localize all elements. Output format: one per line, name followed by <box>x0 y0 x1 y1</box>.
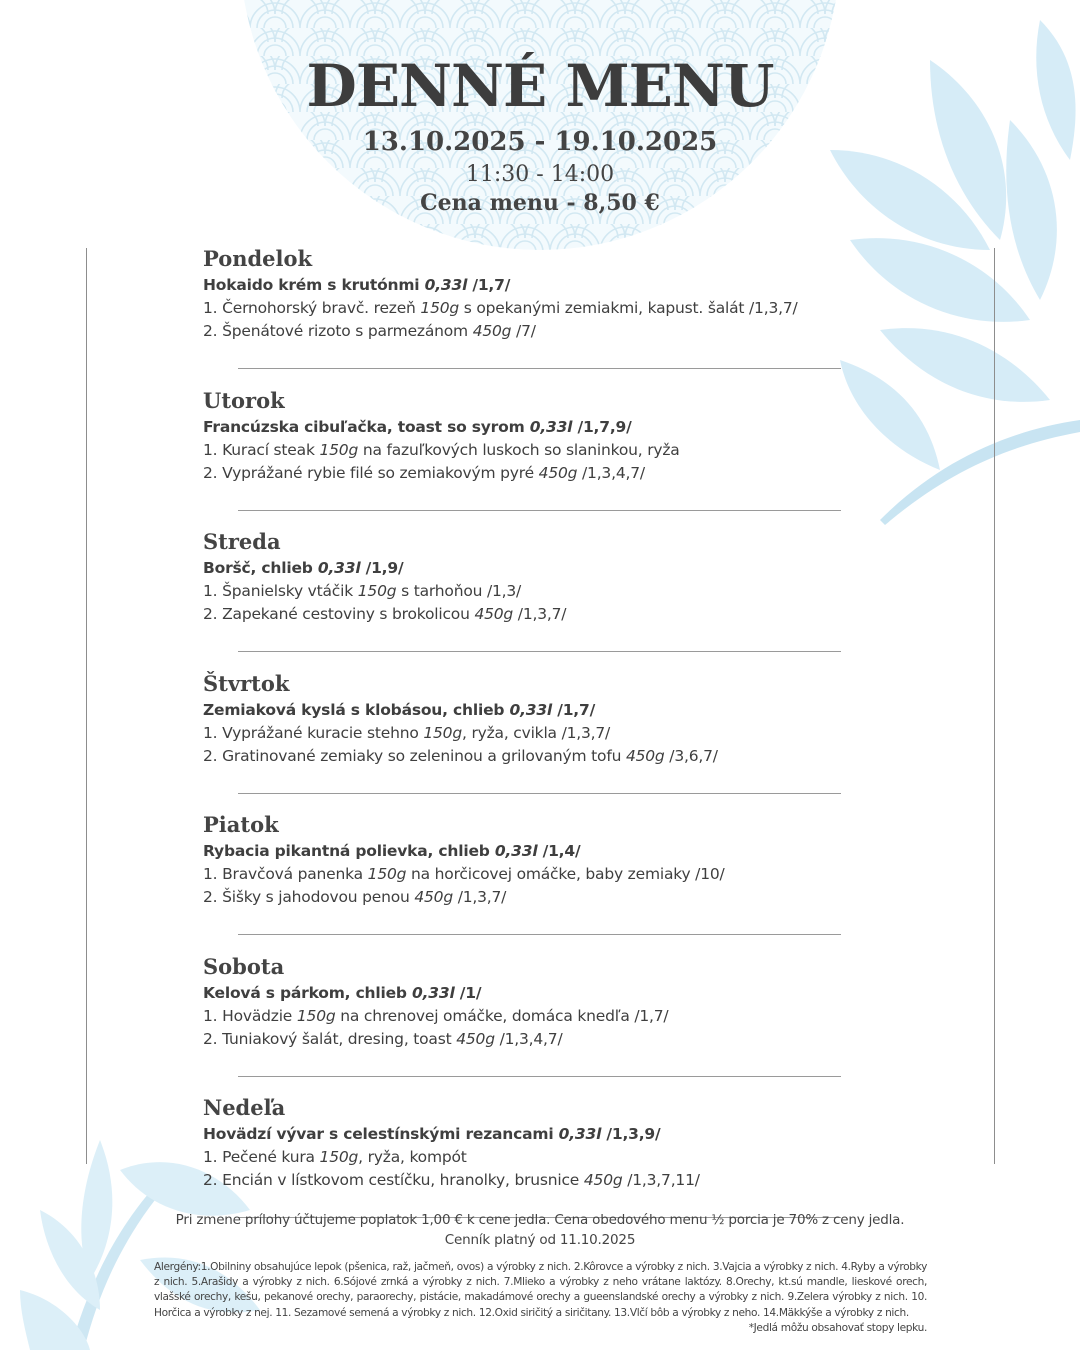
soup-allergens: /1,7,9/ <box>577 417 632 436</box>
dish-detail: s tarhoňou /1,3/ <box>401 582 522 600</box>
day-block <box>203 386 903 524</box>
day-block <box>203 527 903 665</box>
price-list-validity: Cenník platný od 11.10.2025 <box>444 1232 636 1248</box>
day-name: Utorok <box>203 387 285 413</box>
soup-allergens: /1,3,9/ <box>606 1125 661 1143</box>
dish-name: 2. Špenátové rizoto s parmezánom <box>203 322 468 340</box>
dish-detail: /1,3,7/ <box>517 605 567 623</box>
dish-line <box>203 580 903 603</box>
dish-line <box>203 603 903 626</box>
dish-detail: , ryža, cvikla /1,3,7/ <box>461 723 611 742</box>
soup-allergens: /1,7/ <box>557 700 596 719</box>
dish-weight: 150g <box>296 1006 336 1025</box>
dish-weight: 450g <box>472 322 512 340</box>
day-name: Pondelok <box>203 246 313 271</box>
dish-detail: na horčicovej omáčke, baby zemiaky /10/ <box>411 865 725 883</box>
dish-line <box>203 297 903 320</box>
soup-line <box>203 274 903 297</box>
dish-name: 2. Tuniakový šalát, dresing, toast <box>203 1029 452 1048</box>
dish-name: 1. Černohorský bravč. rezeň <box>203 299 416 317</box>
soup-volume: 0,33l <box>509 700 553 719</box>
dish-detail: /7/ <box>516 322 536 340</box>
right-border-line <box>994 248 995 1164</box>
soup-volume: 0,33l <box>424 276 468 294</box>
soup-volume: 0,33l <box>412 983 455 1002</box>
dish-detail: /1,3,7,11/ <box>627 1171 700 1189</box>
page-title: DENNÉ MENU <box>306 52 774 120</box>
soup-name: Francúzska cibuľačka, toast so syrom <box>203 417 525 436</box>
day-separator <box>238 934 841 935</box>
dish-name: 1. Kurací steak <box>203 440 315 459</box>
dish-weight: 450g <box>456 1029 495 1048</box>
dish-name: 2. Šišky s jahodovou penou <box>203 888 410 906</box>
day-name: Sobota <box>203 953 285 979</box>
day-block <box>203 810 903 948</box>
dish-weight: 450g <box>538 463 578 482</box>
day-separator <box>238 1076 841 1077</box>
dish-name: 2. Encián v lístkovom cestíčku, hranolky, brusnice <box>203 1171 580 1189</box>
soup-allergens: /1/ <box>459 983 482 1002</box>
soup-line <box>203 557 903 580</box>
dish-line <box>203 722 903 745</box>
serving-hours: 11:30 - 14:00 <box>465 162 615 187</box>
day-separator <box>238 651 841 652</box>
dish-weight: 450g <box>583 1171 623 1189</box>
dish-name: 2. Vyprážané rybie filé so zemiakovým pyré <box>203 463 534 482</box>
dish-name: 1. Bravčová panenka <box>203 865 363 883</box>
dish-line <box>203 439 903 462</box>
soup-line <box>203 416 903 439</box>
dish-line <box>203 886 903 909</box>
dish-line <box>203 1028 903 1051</box>
dish-name: 2. Zapekané cestoviny s brokolicou <box>203 605 470 623</box>
dish-detail: s opekanými zemiakmi, kapust. šalát /1,3,7/ <box>463 299 798 317</box>
dish-weight: 450g <box>414 888 453 906</box>
side-dish-fee-note: Pri zmene prílohy účtujeme poplatok 1,00 € k cene jedla. Cena obedového menu ½ porcia je 70% z ceny jedla. <box>175 1212 905 1228</box>
dish-detail: /1,3,4,7/ <box>582 463 645 482</box>
allergen-list: Alergény:1.Obilniny obsahujúce lepok (pšenica, raž, jačmeň, ovos) a výrobky z nich. 2.Kôrovce a výrobky z nich. 3.Vajcia a výrobky z nich. 4.Ryby a výrobky z nich. 5.Arašidy a výrobky z nich. 6.Sójové zrnká a výrobky z nich. 7.Mlieko a výrobky z neho vrátane laktózy. 8.Orechy, kt.sú mandle, lieskové orech, vlašské orechy, kešu, pekanové orechy, paraorechy, pistácie, makadámové orechy a gueenslandské orechy a výrobky z nich. 9.Zelera výrobky z nich. 10. Horčica a výrobky z nej. 11. Sezamové semená a výrobky z nich. 12.Oxid siričitý a siričitany. 13.Vlčí bôb a výrobky z neho. 14.Mäkkýše a výrobky z nich. <box>154 1261 927 1319</box>
day-block <box>203 244 903 382</box>
dish-line <box>203 745 903 768</box>
dish-name: 2. Gratinované zemiaky so zeleninou a grilovaným tofu <box>203 746 622 765</box>
dish-weight: 150g <box>319 1148 359 1166</box>
day-name: Streda <box>203 529 281 554</box>
soup-line <box>203 1123 903 1146</box>
menu-price: Cena menu - 8,50 € <box>420 190 660 216</box>
dish-name: 1. Hovädzie <box>203 1006 293 1025</box>
weekly-menu <box>203 240 903 1231</box>
dish-detail: , ryža, kompót <box>358 1148 467 1166</box>
day-name: Piatok <box>203 812 279 837</box>
dish-line <box>203 1005 903 1028</box>
day-separator <box>238 510 841 511</box>
soup-name: Kelová s párkom, chlieb <box>203 983 407 1002</box>
dish-line <box>203 863 903 886</box>
soup-name: Zemiaková kyslá s klobásou, chlieb <box>203 700 505 719</box>
soup-line <box>203 840 903 863</box>
dish-weight: 150g <box>423 723 462 742</box>
soup-name: Boršč, chlieb <box>203 559 313 577</box>
dish-line <box>203 462 903 485</box>
dish-name: 1. Španielsky vtáčik <box>203 582 354 600</box>
soup-allergens: /1,7/ <box>472 276 511 294</box>
dish-detail: /1,3,4,7/ <box>499 1029 563 1048</box>
soup-volume: 0,33l <box>529 417 573 436</box>
dish-weight: 150g <box>367 865 407 883</box>
dish-name: 1. Vyprážané kuracie stehno <box>203 723 419 742</box>
soup-volume: 0,33l <box>317 559 361 577</box>
soup-line <box>203 982 903 1005</box>
dish-detail: /1,3,7/ <box>457 888 507 906</box>
dish-detail: na fazuľkových luskoch so slaninkou, ryža <box>362 440 680 459</box>
dish-name: 1. Pečené kura <box>203 1148 315 1166</box>
dish-weight: 150g <box>319 440 359 459</box>
soup-name: Rybacia pikantná polievka, chlieb <box>203 842 490 860</box>
soup-allergens: /1,9/ <box>365 559 404 577</box>
pricing-note <box>150 1210 930 1250</box>
dish-weight: 450g <box>474 605 514 623</box>
day-separator <box>238 793 841 794</box>
day-block <box>203 952 903 1090</box>
day-block <box>203 669 903 807</box>
soup-volume: 0,33l <box>494 842 538 860</box>
left-border-line <box>86 248 87 1164</box>
allergen-legend <box>154 1260 927 1336</box>
dish-detail: /3,6,7/ <box>669 746 718 765</box>
dish-detail: na chrenovej omáčke, domáca knedľa /1,7/ <box>340 1006 669 1025</box>
day-name: Štvrtok <box>203 670 290 696</box>
dish-weight: 450g <box>625 746 665 765</box>
day-name: Nedeľa <box>203 1095 286 1120</box>
soup-volume: 0,33l <box>558 1125 602 1143</box>
date-range: 13.10.2025 - 19.10.2025 <box>362 127 718 157</box>
dish-weight: 150g <box>420 299 460 317</box>
dish-line <box>203 1146 903 1169</box>
dish-line <box>203 1169 903 1192</box>
soup-name: Hovädzí vývar s celestínskými rezancami <box>203 1125 554 1143</box>
dish-line <box>203 320 903 343</box>
gluten-trace-note: *Jedlá môžu obsahovať stopy lepku. <box>748 1321 927 1334</box>
day-separator <box>238 368 841 369</box>
soup-allergens: /1,4/ <box>542 842 581 860</box>
soup-name: Hokaido krém s krutónmi <box>203 276 420 294</box>
soup-line <box>203 699 903 722</box>
dish-weight: 150g <box>357 582 397 600</box>
